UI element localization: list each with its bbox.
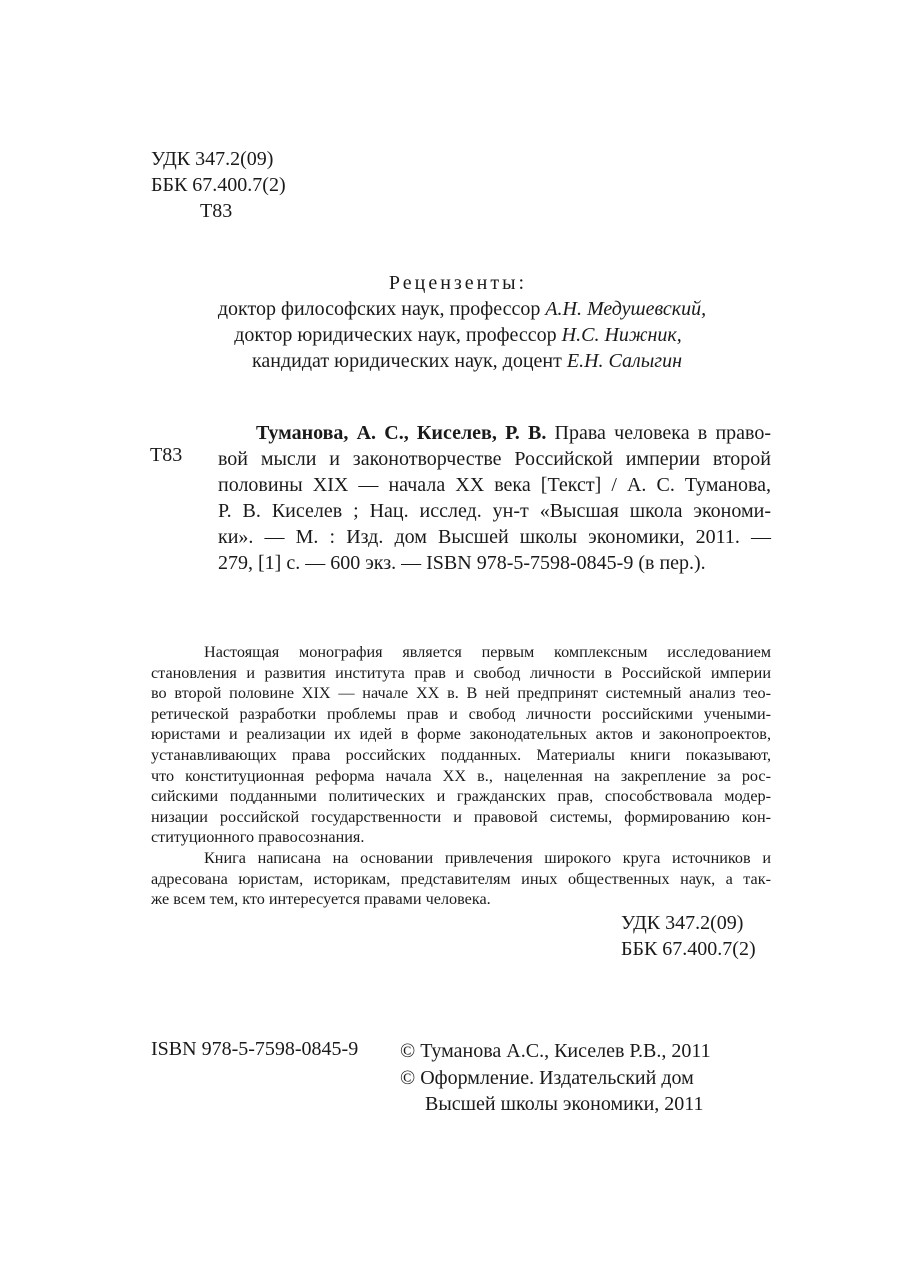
annotation-line: устанавливающих права российских подданных. Материалы книги показывают, — [151, 745, 771, 764]
biblio-title-start: Права человека в право- — [546, 422, 771, 444]
copyright-authors: © Туманова А.С., Киселев Р.В., 2011 — [400, 1040, 711, 1062]
reviewer-3-name: Е.Н. Салыгин — [566, 350, 683, 372]
biblio-line: Р. В. Киселев ; Нац. исслед. ун-т «Высшая школа экономи- — [218, 500, 771, 522]
bbk-code-bottom: ББК 67.400.7(2) — [621, 938, 756, 960]
annotation-line: адресована юристам, историкам, представителям иных общественных наук, а так- — [151, 869, 771, 888]
reviewer-1 — [0, 296, 916, 322]
annotation-line: что конституционная реформа начала XX в., нацеленная на закрепление за рос- — [151, 766, 771, 785]
bibliographic-entry — [218, 420, 771, 576]
reviewer-2-name: Н.С. Нижник, — [561, 324, 682, 346]
annotation-line: во второй половине XIX — начале XX в. В ней предпринят системный анализ тео- — [151, 684, 771, 703]
annotation-line: юристами и реализации их идей в форме законодательных актов и законопроектов, — [151, 725, 771, 744]
biblio-line: половины XIX — начала XX века [Текст] / А. С. Туманова, — [218, 474, 771, 496]
reviewer-3-title: кандидат юридических наук, доцент — [251, 350, 567, 372]
copyright-block — [400, 1038, 711, 1118]
annotation-line: ретической разработки проблемы прав и свобод личности российскими учеными- — [151, 704, 771, 723]
annotation — [151, 642, 771, 910]
biblio-line: вой мысли и законотворчестве Российской империи второй — [218, 448, 771, 470]
udk-code-bottom: УДК 347.2(09) — [621, 912, 744, 934]
reviewers-heading: Рецензенты: — [388, 272, 528, 294]
biblio-line: 279, [1] с. — 600 экз. — ISBN 978-5-7598-0845-9 (в пер.). — [218, 552, 706, 574]
reviewer-1-title: доктор философских наук, профессор — [217, 298, 546, 320]
biblio-authors: Туманова, А. С., Киселев, Р. В. — [256, 422, 547, 444]
reviewer-2-title: доктор юридических наук, профессор — [234, 324, 562, 346]
reviewer-3 — [0, 348, 916, 374]
biblio-line: ки». — М. : Изд. дом Высшей школы экономики, 2011. — — [218, 526, 771, 548]
annotation-line: сийскими подданными политических и гражданских прав, способствовала модер- — [151, 787, 771, 806]
annotation-line: Настоящая монография является первым комплексным исследованием — [204, 643, 771, 661]
annotation-line: низации российской государственности и правовой системы, формированию кон- — [151, 807, 771, 826]
author-mark-top: Т83 — [200, 200, 233, 222]
reviewer-2 — [0, 322, 916, 348]
annotation-line: же всем тем, кто интересуется правами человека. — [151, 890, 491, 909]
annotation-line: становления и развития института прав и свобод личности в Российской империи — [151, 663, 771, 682]
copyright-design: © Оформление. Издательский дом — [400, 1066, 694, 1089]
reviewers-block — [0, 270, 916, 374]
reviewer-1-name: А.Н. Медушевский, — [545, 298, 707, 320]
bbk-code-top: ББК 67.400.7(2) — [151, 174, 286, 196]
isbn: ISBN 978-5-7598-0845-9 — [151, 1038, 359, 1060]
author-mark-side: Т83 — [150, 444, 183, 466]
annotation-line: Книга написана на основании привлечения широкого круга источников и — [204, 848, 771, 867]
biblio-line — [218, 420, 771, 446]
annotation-line: ституционного правосознания. — [151, 828, 365, 847]
udk-code-top: УДК 347.2(09) — [151, 148, 274, 170]
copyright-publisher: Высшей школы экономики, 2011 — [425, 1093, 704, 1115]
